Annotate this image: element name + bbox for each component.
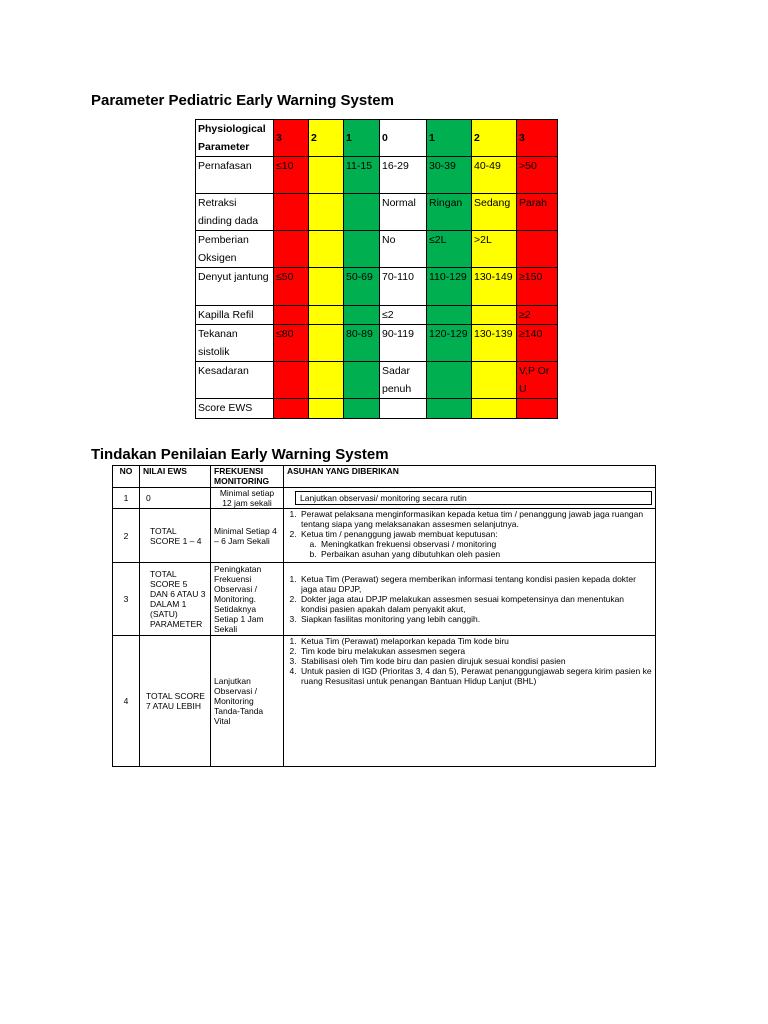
cell-score-0: 90-119 (380, 325, 427, 362)
cell-score-2-right: 130-149 (472, 268, 517, 306)
param-label: Kapilla Refil (196, 306, 274, 325)
cell-score-2-left (309, 362, 344, 399)
asuhan-item: 1. Ketua Tim (Perawat) melaporkan kepada Tim kode biru (299, 636, 652, 646)
param-label: Pemberian Oksigen (196, 231, 274, 268)
cell-score-3-left (274, 399, 309, 419)
section-title-pews: Parameter Pediatric Early Warning System (91, 92, 394, 109)
asuhan-item: 3. Stabilisasi oleh Tim kode biru dan pasien dirujuk sesuai kondisi pasien (299, 656, 652, 666)
row-nilai-ews: TOTAL SCORE 7 ATAU LEBIH (140, 636, 211, 767)
header-nilai-ews: NILAI EWS (140, 466, 211, 488)
asuhan-item: 2. Tim kode biru melakukan assesmen segera (299, 646, 652, 656)
header-frekuensi-monitoring: FREKUENSI MONITORING (211, 466, 284, 488)
cell-score-2-left (309, 268, 344, 306)
cell-score-1-left: 50-69 (344, 268, 380, 306)
cell-score-2-right (472, 362, 517, 399)
row-asuhan (284, 636, 656, 767)
param-label: Score EWS (196, 399, 274, 419)
cell-score-3-right (517, 231, 558, 268)
cell-score-0: Normal (380, 194, 427, 231)
header-physiological-parameter: Physiological Parameter (196, 120, 274, 157)
param-label: Denyut jantung (196, 268, 274, 306)
row-nilai-ews: TOTAL SCORE 5 DAN 6 ATAU 3 DALAM 1 (SATU) PARAMETER (140, 563, 211, 636)
cell-score-1-left: 80-89 (344, 325, 380, 362)
cell-score-1-left (344, 362, 380, 399)
cell-score-3-right: ≥150 (517, 268, 558, 306)
asuhan-list (287, 509, 652, 559)
cell-score-3-right: >50 (517, 157, 558, 194)
cell-score-1-left (344, 231, 380, 268)
cell-score-1-right (427, 306, 472, 325)
cell-score-2-right: 130-139 (472, 325, 517, 362)
cell-score-2-left (309, 231, 344, 268)
cell-score-0: No (380, 231, 427, 268)
cell-score-2-right: >2L (472, 231, 517, 268)
row-no: 2 (113, 509, 140, 563)
cell-score-0: 70-110 (380, 268, 427, 306)
cell-score-3-right: V,P Or U (517, 362, 558, 399)
cell-score-3-left: ≤10 (274, 157, 309, 194)
header-score-3-right: 3 (517, 120, 558, 157)
asuhan-list (287, 636, 652, 686)
param-label: Pernafasan (196, 157, 274, 194)
cell-score-2-right: 40-49 (472, 157, 517, 194)
row-frekuensi: Lanjutkan Observasi / Monitoring Tanda-Tanda Vital (211, 636, 284, 767)
row-asuhan (284, 488, 656, 509)
cell-score-2-right (472, 399, 517, 419)
row-nilai-ews: TOTAL SCORE 1 – 4 (140, 509, 211, 563)
cell-score-3-left (274, 231, 309, 268)
asuhan-list (287, 574, 652, 624)
cell-score-3-right (517, 399, 558, 419)
cell-score-3-right: Parah (517, 194, 558, 231)
cell-score-1-right: 110-129 (427, 268, 472, 306)
row-frekuensi: Minimal Setiap 4 – 6 Jam Sekali (211, 509, 284, 563)
param-label: Retraksi dinding dada (196, 194, 274, 231)
cell-score-3-right: ≥2 (517, 306, 558, 325)
header-no: NO (113, 466, 140, 488)
asuhan-subitem: b. Perbaikan asuhan yang dibutuhkan oleh pasien (319, 549, 652, 559)
row-no: 1 (113, 488, 140, 509)
row-no: 4 (113, 636, 140, 767)
cell-score-3-left (274, 362, 309, 399)
asuhan-item: 2. Dokter jaga atau DPJP melakukan assesmen sesuai kompetensinya dan menentukan kondisi pasien apakah dalam penyakit akut, (299, 594, 652, 614)
pews-parameter-table (195, 119, 558, 419)
cell-score-0: ≤2 (380, 306, 427, 325)
cell-score-1-left (344, 399, 380, 419)
cell-score-1-left (344, 306, 380, 325)
cell-score-0: Sadar penuh (380, 362, 427, 399)
asuhan-item: 2. Ketua tim / penanggung jawab membuat keputusan: a. Meningkatkan frekuensi observasi / monitoring b. Perbaikan asuhan yang dibutuhkan oleh pasien (299, 529, 652, 559)
asuhan-item: 3. Siapkan fasilitas monitoring yang lebih canggih. (299, 614, 652, 624)
asuhan-text: Lanjutkan observasi/ monitoring secara rutin (295, 491, 652, 505)
cell-score-1-right: 30-39 (427, 157, 472, 194)
cell-score-1-right: ≤2L (427, 231, 472, 268)
cell-score-3-left: ≤80 (274, 325, 309, 362)
header-score-0: 0 (380, 120, 427, 157)
cell-score-2-right (472, 306, 517, 325)
cell-score-0 (380, 399, 427, 419)
param-label: Kesadaran (196, 362, 274, 399)
cell-score-2-left (309, 194, 344, 231)
cell-score-2-left (309, 306, 344, 325)
tindakan-ews-table (112, 465, 656, 767)
row-nilai-ews: 0 (140, 488, 211, 509)
cell-score-3-left (274, 306, 309, 325)
row-frekuensi: Minimal setiap 12 jam sekali (211, 488, 284, 509)
row-asuhan (284, 563, 656, 636)
asuhan-subitem: a. Meningkatkan frekuensi observasi / monitoring (319, 539, 652, 549)
asuhan-item: 1. Perawat pelaksana menginformasikan kepada ketua tim / penanggung jawab jaga ruangan tentang siapa yang melaksanakan assesmen selanjutnya. (299, 509, 652, 529)
section-title-tindakan: Tindakan Penilaian Early Warning System (91, 446, 389, 463)
cell-score-1-left (344, 194, 380, 231)
param-label: Tekanan sistolik (196, 325, 274, 362)
header-score-1-right: 1 (427, 120, 472, 157)
row-asuhan (284, 509, 656, 563)
cell-score-1-right (427, 399, 472, 419)
cell-score-2-right: Sedang (472, 194, 517, 231)
asuhan-item: 1. Ketua Tim (Perawat) segera memberikan informasi tentang kondisi pasien kepada dokter jaga atau DPJP, (299, 574, 652, 594)
header-asuhan: ASUHAN YANG DIBERIKAN (284, 466, 656, 488)
cell-score-2-left (309, 325, 344, 362)
cell-score-1-right (427, 362, 472, 399)
header-score-3-left: 3 (274, 120, 309, 157)
cell-score-0: 16-29 (380, 157, 427, 194)
cell-score-1-right: 120-129 (427, 325, 472, 362)
cell-score-1-left: 11-15 (344, 157, 380, 194)
header-score-2-right: 2 (472, 120, 517, 157)
cell-score-1-right: Ringan (427, 194, 472, 231)
cell-score-3-right: ≥140 (517, 325, 558, 362)
header-score-1-left: 1 (344, 120, 380, 157)
header-score-2-left: 2 (309, 120, 344, 157)
asuhan-item: 4. Untuk pasien di IGD (Prioritas 3, 4 dan 5), Perawat penanggungjawab segera kirim pasien ke ruang Resusitasi untuk penangan Bantuan Hidup Lanjut (BHL) (299, 666, 652, 686)
cell-score-2-left (309, 157, 344, 194)
row-frekuensi: Peningkatan Frekuensi Observasi / Monitoring. Setidaknya Setiap 1 Jam Sekali (211, 563, 284, 636)
row-no: 3 (113, 563, 140, 636)
cell-score-3-left: ≤50 (274, 268, 309, 306)
asuhan-sublist (301, 539, 652, 559)
cell-score-3-left (274, 194, 309, 231)
cell-score-2-left (309, 399, 344, 419)
